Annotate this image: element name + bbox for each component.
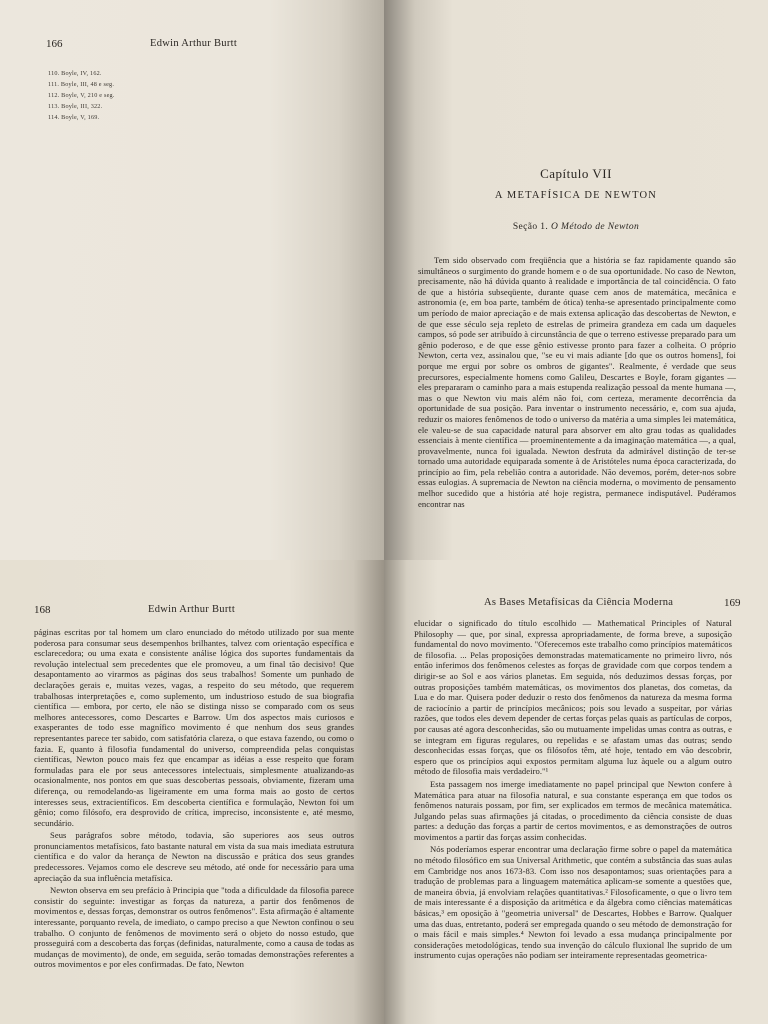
chapter-title: A METAFÍSICA DE NEWTON	[494, 190, 658, 201]
page-number: 166	[46, 38, 63, 50]
running-head: As Bases Metafísicas da Ciência Moderna	[484, 597, 674, 608]
chapter-number: Capítulo VII	[540, 166, 612, 181]
footnote: 114. Boyle, V, 169.	[48, 114, 100, 121]
paragraph: Seus parágrafos sobre método, todavia, são superiores aos seus outros pronunciamentos metafísicos, fato bastante natural em vista da sua mais imediata estrutura científica e do valor da herança de Newton na discussão e prática dos seus grandes predecessores. Vejamos como ele descreve seu método, até onde for necessário para uma apreciação da sua influência metafísica.	[34, 830, 354, 883]
body-text	[34, 627, 354, 970]
page-number: 168	[34, 604, 51, 616]
running-head: Edwin Arthur Burtt	[148, 604, 236, 615]
page-167	[384, 0, 768, 560]
paragraph: Nós poderíamos esperar encontrar uma declaração firme sobre o papel da matemática no método filosófico em sua Universal Arithmetic, que contém a substância das suas aulas em Cambridge nos anos 1673-83. Com isso nos desapontamos; suas orientações para a tradução de problemas para a linguagem matemática aplicam-se somente a questões que, de maneira óbvia, já envolviam relações quantitativas.² Filosoficamente, o que o livro tem de mais interessante é a disposição da aritmética e da álgebra como ciências matemáticas básicas,³ em oposição à "geometria universal" de Descartes, Hobbes e Barrow. Qualquer uma das duas, entretanto, poderá ser empregada quando o seu método de demonstração for o mais fácil e mais simples.⁴ Newton foi levado a essa mudança principalmente por considerações metodológicas, tendo sua invenção do cálculo fluxional lhe suprido de um instrumento cujas operações não podiam ser inteiramente representadas geometrica-	[414, 844, 732, 961]
section-heading	[384, 222, 768, 232]
paragraph: Newton observa em seu prefácio à Principia que "toda a dificuldade da filosofia parece consistir do seguinte: investigar as forças da natureza, a partir dos fenômenos de movimentos e, dessas forças, demonstrar os outros fenômenos". Esta afirmação é altamente interessante, porquanto revela, de imediato, o campo preciso a que Newton confinou o seu trabalho. O conjunto de fenômenos de movimento será o objeto do nosso estudo, que prosseguirá com a descoberta das forças (definidas, naturalmente, como a causa de todas as mudanças de movimento), de onde, em seguida, serão tomadas demonstrações referentes a outros movimentos e por eles confirmadas. De fato, Newton	[34, 885, 354, 970]
page-number: 169	[724, 597, 741, 609]
footnotes	[48, 68, 248, 123]
page-168	[0, 560, 384, 1024]
body-text	[418, 255, 736, 509]
page-169	[384, 560, 768, 1024]
paragraph: páginas escritas por tal homem um claro enunciado do método utilizado por sua mente poderosa para consumar seus desempenhos brilhantes, talvez com orientação específica e esclarecedora; ou uma exata e consistente análise lógica dos suportes fundamentais da revolução intelectual sem precedentes que ele promoveu, a um final tão decisivo! Que desapontamento ao virarmos as páginas dos seus trabalhos! Somente um punhado de declarações gerais e, muitas vezes, vagas, a respeito do seu método, que requerem trabalhosas interpretações e, como suplemento, um industrioso estudo de sua biografia científica — embora, por certo, ele não se distinga nisso se comparado com os seus melhores antecessores, como Descartes e Barrow. Um dos aspectos mais curiosos e exasperantes de todo esse magnífico movimento é que nenhum dos seus grandes representantes parece ter sabido, com satisfatória clareza, o que estava fazendo, ou como o fazia. E, quanto à filosofia fundamental do universo, compreendida pelas conquistas científicas, Newton pouco mais fez que encampar as idéias a esse respeito que foram formuladas para ele por seus antecessores intelectuais, simplesmente atualizando-as ocasionalmente, nos pontos em que suas descobertas pessoais, obviamente, fizeram uma diferença, ou remodelando-as ligeiramente em uma forma mais ao gosto de certos interesses seus, extracientíficos. Em descoberta científica e formulação, Newton foi um gênio; como filósofo, era desprovido de crítica, impreciso, inconsistente e, até mesmo, secundário.	[34, 627, 354, 828]
page-166	[0, 0, 384, 560]
footnote: 110. Boyle, IV, 162.	[48, 70, 102, 77]
footnote: 113. Boyle, III, 322.	[48, 103, 103, 110]
paragraph: elucidar o significado do título escolhido — Mathematical Principles of Natural Philosophy — que, por sinal, expressa apropriadamente, de forma breve, a suposição fundamental do novo movimento. "Oferecemos este trabalho como princípios matemáticos de filosofia. ... Pelas proposições demonstradas matematicamente no primeiro livro, nós então inferimos dos fenômenos celestes as forças de gravidade com que corpos tendem a dirigir-se ao Sol e aos vários planetas. Em seguida, nós deduzimos dessas forças, por outras proposições também matemáticas, os movimentos dos planetas, dos cometas, da Lua e do mar. Quisera poder deduzir o resto dos fenômenos da natureza da mesma forma de raciocínio a partir de princípios mecânicos; pois sou levado a suspeitar, por várias razões, que todos eles devem depender de certas forças pelas quais as partículas de corpos, por causas até agora desconhecidas, são ou mutuamente impelidas umas contra as outras, e se integram em figuras regulares, ou repelidas e se afastam umas das outras; sendo desconhecidas essas forças, que os filósofos têm, até hoje, tentado em vão descobrir, espero que os princípios aqui expostos permitam alguma luz àquele ou a algum outro método de filosofia mais verdadeiro."¹	[414, 618, 732, 777]
running-head: Edwin Arthur Burtt	[150, 38, 238, 49]
body-text	[414, 618, 732, 961]
paragraph: Esta passagem nos imerge imediatamente no papel principal que Newton confere à Matemática para atuar na filosofia natural, e sua constante esperança em que todos os fenômenos naturais possam, por fim, ser explicados em termos de mecânica matemática. Julgando pelas suas afirmações já citadas, o procedimento da ciência consiste de duas partes: a dedução das forças a partir de certos movimentos, e as demonstrações de outros movimentos a partir das forças assim conhecidas.	[414, 778, 732, 842]
section-prefix: Seção 1.	[512, 222, 549, 232]
footnote: 112. Boyle, V, 210 e seg.	[48, 92, 115, 99]
footnote: 111. Boyle, III, 48 e seg.	[48, 81, 115, 88]
section-title: O Método de Newton	[550, 222, 640, 232]
paragraph: Tem sido observado com freqüência que a história se faz rapidamente quando são simultâneos o surgimento do grande homem e o de sua oportunidade. No caso de Newton, precisamente, não há dúvida quanto à realidade e importância de tal coincidência. O fato de que a história subseqüente, durante quase cem anos de matemática, mecânica e astronomia (e, em boa parte, também de ótica) tenha-se apresentado principalmente como um período de maior apreciação e de mais extensa aplicação das descobertas de Newton, e de que esse século seja repleto de estrelas de primeira grandeza em cada um daqueles campos, só pode ser atribuído à circunstância de que o terreno estivesse preparado para um gênio poderoso, e de que esse gênio estivesse pronto para fazer a colheita. O próprio Newton, certa vez, assinalou que, "se eu vi mais adiante [do que os outros homens], foi porque me ergui por sobre os ombros de gigantes". Realmente, é verdade que seus precursores, especialmente homens como Galileu, Descartes e Boyle, foram gigantes — eles prepararam o caminho para a mais estupenda realização pessoal da mente humana —, mas o que Newton viu mais além não foi, com certeza, meramente decorrência da oportunidade de sua posição. Para inventar o instrumento necessário, e, com sua ajuda, reduzir os maiores fenômenos de todo o universo da matéria a uma simples lei matemática, ele valeu-se de sua capacidade natural para absorver em alto grau todas as qualidades essenciais à mente científica — proeminentemente a da imaginação matemática —, a qual, provavelmente, nunca foi igualada. Newton desfruta da admirável distinção de ter-se tornado uma autoridade equiparada somente à de Aristóteles numa época caracterizada, do princípio ao fim, pela rebelião contra a autoridade. Não devemos, porém, deter-nos sobre essas eulogias. A supremacia de Newton na ciência moderna, o movimento de pensamento melhor sucedido que a história até hoje registra, permanece indisputável. Pudéramos encontrar nas	[418, 255, 736, 509]
